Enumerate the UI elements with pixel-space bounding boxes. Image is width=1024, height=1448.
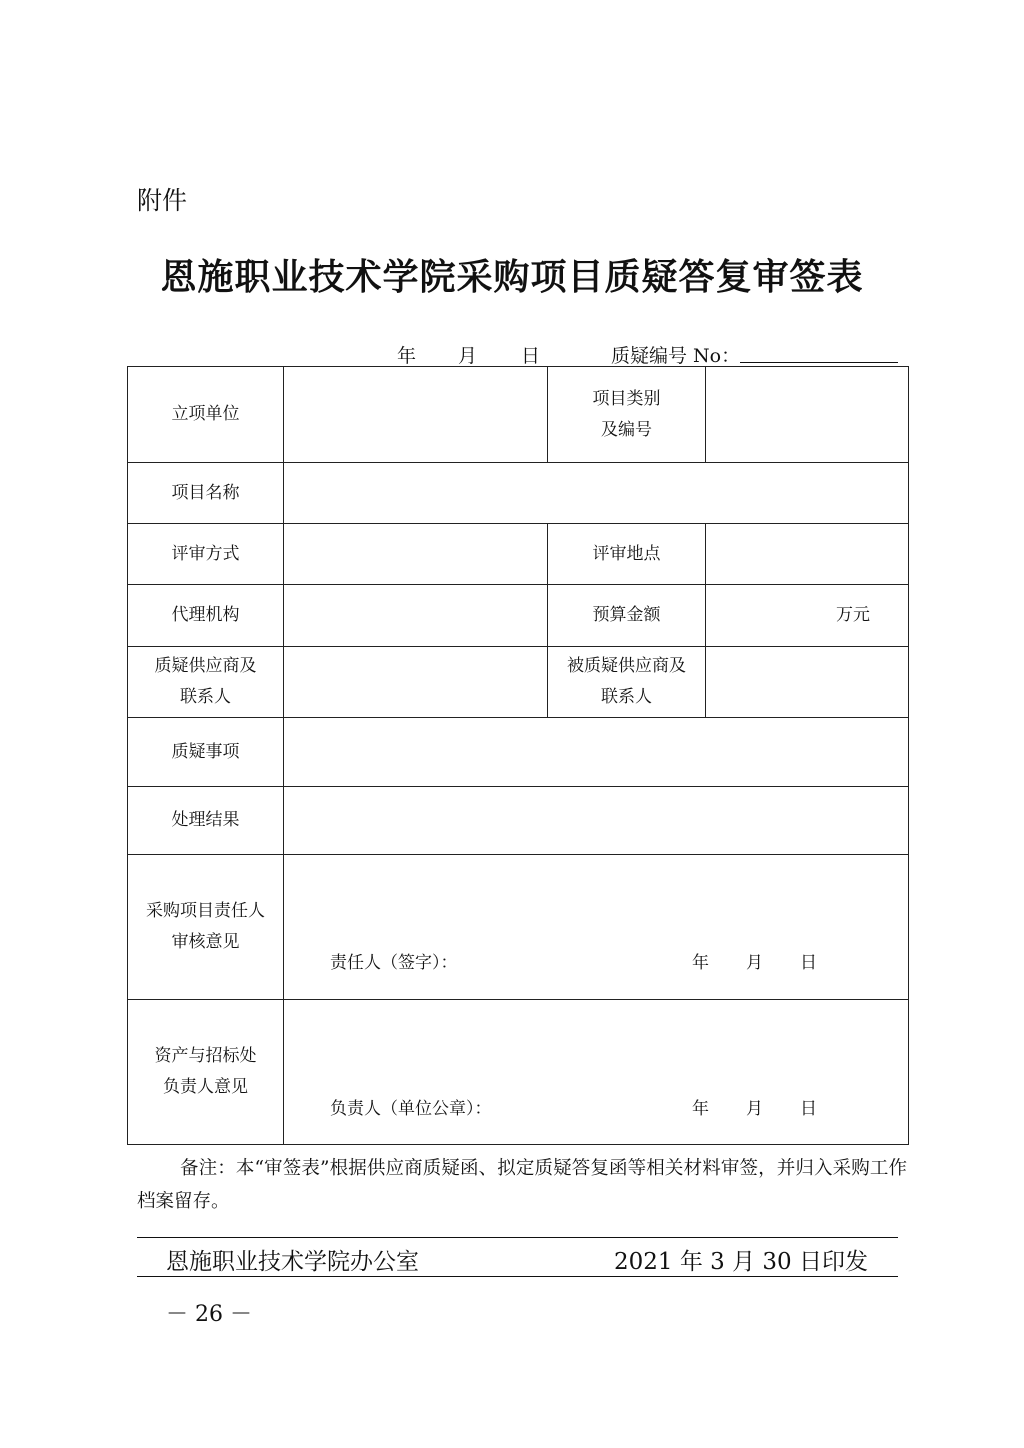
- field-project-category[interactable]: [706, 367, 909, 463]
- asset-year-label: 年: [692, 1099, 709, 1119]
- label-challenger-line2: 联系人: [180, 687, 231, 707]
- field-handling-result[interactable]: [284, 787, 909, 855]
- label-review-method: 评审方式: [128, 524, 284, 585]
- label-challenge-items: 质疑事项: [128, 718, 284, 787]
- form-row-handling-result: [128, 787, 909, 855]
- label-challenged-line2: 联系人: [601, 687, 652, 707]
- field-project-unit[interactable]: [284, 367, 548, 463]
- form-row-review: [128, 524, 909, 585]
- label-project-unit: 立项单位: [128, 367, 284, 463]
- attachment-label: 附件: [137, 186, 188, 215]
- field-challenge-items[interactable]: [284, 718, 909, 787]
- asset-day-label: 日: [800, 1099, 817, 1119]
- challenge-number-label: 质疑编号 No：: [611, 345, 741, 367]
- form-row-challenge-items: [128, 718, 909, 787]
- label-challenger: [128, 647, 284, 718]
- field-review-location[interactable]: [706, 524, 909, 585]
- remark-note: 备注：本“审签表”根据供应商质疑函、拟定质疑答复函等相关材料审签，并归入采购工作档案留存。: [137, 1158, 907, 1212]
- label-agency: 代理机构: [128, 585, 284, 647]
- form-row-agency: [128, 585, 909, 647]
- field-review-method[interactable]: [284, 524, 548, 585]
- issuing-office: 恩施职业技术学院办公室: [166, 1249, 419, 1275]
- label-asset-opinion-line2: 负责人意见: [163, 1077, 248, 1097]
- responsible-year-label: 年: [692, 953, 709, 973]
- label-responsible-opinion-line2: 审核意见: [171, 932, 240, 952]
- field-responsible-opinion[interactable]: [284, 855, 909, 1000]
- challenge-number-blank[interactable]: [740, 362, 898, 363]
- field-asset-opinion[interactable]: [284, 1000, 909, 1145]
- responsible-sign-label: 责任人（签字）：: [330, 953, 458, 973]
- label-project-name: 项目名称: [128, 463, 284, 524]
- footer-bottom-rule: [137, 1276, 898, 1277]
- date-month-label: 月: [458, 345, 478, 367]
- asset-sign-label: 负责人（单位公章）：: [330, 1099, 492, 1119]
- field-budget[interactable]: [706, 585, 909, 647]
- issue-date: 2021 年 3 月 30 日印发: [614, 1249, 868, 1275]
- label-responsible-opinion-line1: 采购项目责任人: [146, 901, 265, 921]
- field-project-name[interactable]: [284, 463, 909, 524]
- date-day-label: 日: [521, 345, 541, 367]
- field-agency[interactable]: [284, 585, 548, 647]
- form-row-responsible-opinion: [128, 855, 909, 1000]
- asset-month-label: 月: [746, 1099, 763, 1119]
- label-project-category-line1: 项目类别: [592, 388, 661, 409]
- label-handling-result: 处理结果: [128, 787, 284, 855]
- label-responsible-opinion: [128, 855, 284, 1000]
- responsible-month-label: 月: [746, 953, 763, 973]
- review-sign-form: [127, 366, 909, 1145]
- page-number: － 26 －: [166, 1302, 252, 1327]
- label-challenged: [548, 647, 706, 718]
- label-asset-opinion-line1: 资产与招标处: [154, 1046, 257, 1066]
- form-row-suppliers: [128, 647, 909, 718]
- field-challenged[interactable]: [706, 647, 909, 718]
- responsible-day-label: 日: [800, 953, 817, 973]
- label-budget: 预算金额: [548, 585, 706, 647]
- label-project-category: [548, 367, 706, 463]
- label-challenged-line1: 被质疑供应商及: [567, 656, 686, 676]
- label-review-location: 评审地点: [548, 524, 706, 585]
- label-project-category-line2: 及编号: [601, 419, 652, 440]
- form-row-project-name: [128, 463, 909, 524]
- form-row-asset-opinion: [128, 1000, 909, 1145]
- form-title: 恩施职业技术学院采购项目质疑答复审签表: [160, 256, 864, 298]
- date-year-label: 年: [397, 345, 417, 367]
- label-asset-opinion: [128, 1000, 284, 1145]
- footer-top-rule: [137, 1237, 898, 1238]
- field-challenger[interactable]: [284, 647, 548, 718]
- label-challenger-line1: 质疑供应商及: [154, 656, 257, 676]
- form-row-project-unit: [128, 367, 909, 463]
- budget-unit: 万元: [836, 605, 870, 625]
